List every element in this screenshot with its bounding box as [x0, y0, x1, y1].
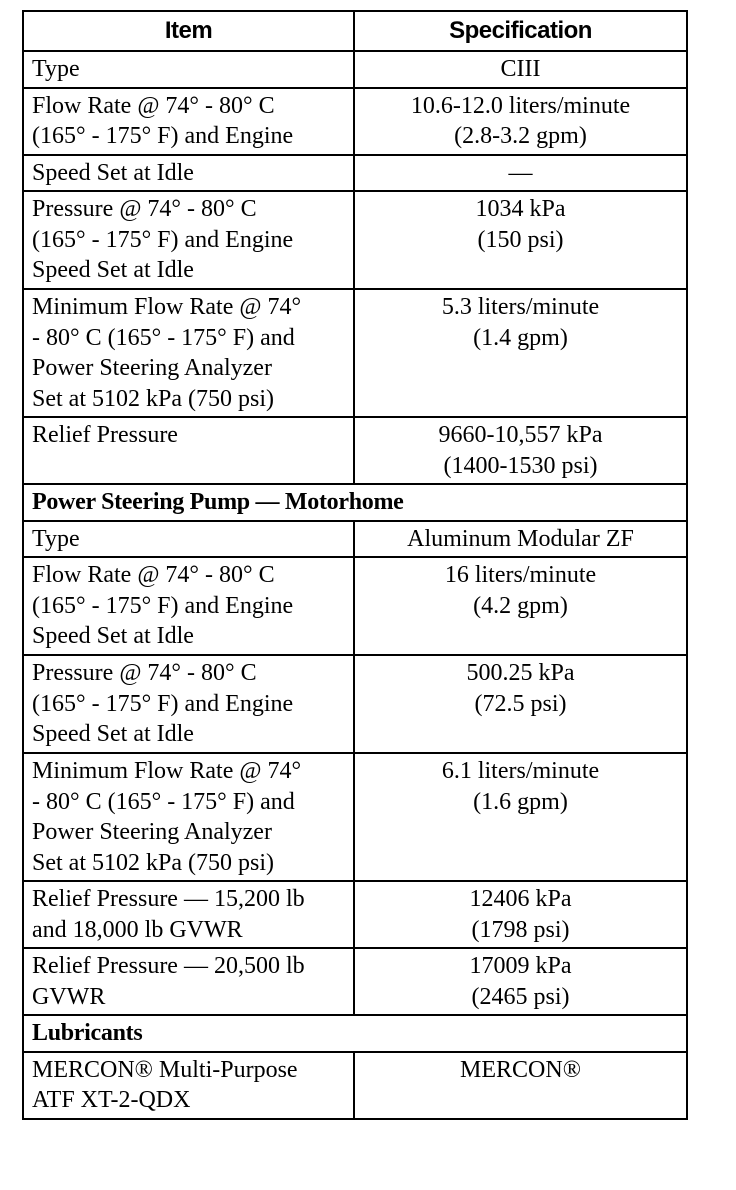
section-row-lubricants	[23, 1015, 687, 1052]
spec-cell: Aluminum Modular ZF	[354, 521, 687, 558]
spec-cell: 500.25 kPa (72.5 psi)	[354, 655, 687, 753]
table-row	[23, 155, 687, 192]
spec-cell: CIII	[354, 51, 687, 88]
spec-cell: 1034 kPa (150 psi)	[354, 191, 687, 289]
spec-cell: —	[354, 155, 687, 192]
item-cell: Relief Pressure — 15,200 lb and 18,000 lb GVWR	[23, 881, 354, 948]
table-row	[23, 948, 687, 1015]
spec-cell: MERCON®	[354, 1052, 687, 1119]
item-cell: Minimum Flow Rate @ 74° - 80° C (165° - 175° F) and Power Steering Analyzer Set at 5102 kPa (750 psi)	[23, 753, 354, 881]
table-row	[23, 557, 687, 655]
table-row	[23, 881, 687, 948]
item-cell: Type	[23, 521, 354, 558]
section-heading: Lubricants	[23, 1015, 687, 1052]
table-row	[23, 1052, 687, 1119]
specification-sheet	[22, 10, 686, 1120]
table-row	[23, 51, 687, 88]
item-cell: Pressure @ 74° - 80° C (165° - 175° F) and Engine Speed Set at Idle	[23, 655, 354, 753]
spec-cell: 6.1 liters/minute (1.6 gpm)	[354, 753, 687, 881]
item-cell: Flow Rate @ 74° - 80° C (165° - 175° F) and Engine	[23, 88, 354, 155]
table-row	[23, 417, 687, 484]
spec-cell: 17009 kPa (2465 psi)	[354, 948, 687, 1015]
item-cell: MERCON® Multi-Purpose ATF XT-2-QDX	[23, 1052, 354, 1119]
item-cell: Relief Pressure — 20,500 lb GVWR	[23, 948, 354, 1015]
spec-cell: 10.6-12.0 liters/minute (2.8-3.2 gpm)	[354, 88, 687, 155]
table-row	[23, 289, 687, 417]
table-row	[23, 88, 687, 155]
item-cell: Minimum Flow Rate @ 74° - 80° C (165° - 175° F) and Power Steering Analyzer Set at 5102 kPa (750 psi)	[23, 289, 354, 417]
spec-cell: 9660-10,557 kPa (1400-1530 psi)	[354, 417, 687, 484]
item-cell: Pressure @ 74° - 80° C (165° - 175° F) and Engine Speed Set at Idle	[23, 191, 354, 289]
table-row	[23, 191, 687, 289]
spec-cell: 5.3 liters/minute (1.4 gpm)	[354, 289, 687, 417]
table-row	[23, 521, 687, 558]
table-row	[23, 753, 687, 881]
item-cell: Relief Pressure	[23, 417, 354, 484]
spec-cell: 12406 kPa (1798 psi)	[354, 881, 687, 948]
section-row-motorhome	[23, 484, 687, 521]
item-cell: Flow Rate @ 74° - 80° C (165° - 175° F) and Engine Speed Set at Idle	[23, 557, 354, 655]
table-header-row	[23, 11, 687, 51]
item-cell: Speed Set at Idle	[23, 155, 354, 192]
spec-cell: 16 liters/minute (4.2 gpm)	[354, 557, 687, 655]
header-item: Item	[23, 11, 354, 51]
specification-table	[22, 10, 688, 1120]
table-row	[23, 655, 687, 753]
section-heading: Power Steering Pump — Motorhome	[23, 484, 687, 521]
header-specification: Specification	[354, 11, 687, 51]
item-cell: Type	[23, 51, 354, 88]
